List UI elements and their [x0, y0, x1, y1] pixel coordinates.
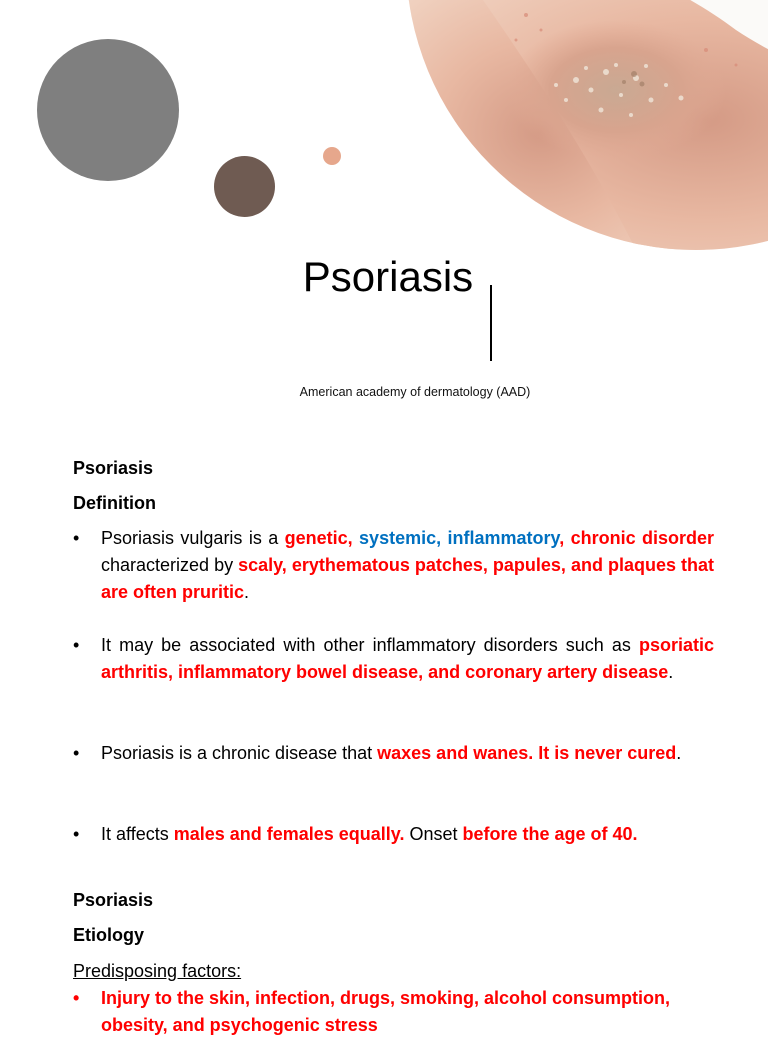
page-subtitle: American academy of dermatology (AAD): [299, 385, 531, 399]
bullet-text-run: systemic, inflammatory: [359, 528, 560, 548]
bullet-text-run: Psoriasis vulgaris is a: [101, 528, 285, 548]
etiology-heading: Etiology: [73, 925, 144, 945]
bullet-text-run: Onset: [404, 824, 463, 844]
bullet-text-run: scaly, erythematous patches, papules, and plaques that are often pruritic: [101, 555, 714, 602]
bullet-text-run: It may be associated with other inflammatory disorders such as: [101, 635, 639, 655]
decorative-circle-medium: [214, 156, 275, 217]
predisposing-factor-item: • Injury to the skin, infection, drugs, smoking, alcohol consumption, obesity, and psychogenic stress: [73, 985, 723, 1039]
page-title: Psoriasis: [302, 253, 474, 300]
definition-bullet: [73, 821, 714, 848]
decorative-circle-large: [37, 39, 179, 181]
bullet-text-run: psoriatic arthritis, inflammatory bowel disease, and coronary artery disease: [101, 635, 714, 682]
bullet-text-run: before the age of 40.: [462, 824, 638, 844]
bullet-text-run: , chronic disorder: [559, 528, 714, 548]
definition-bullet-list: [73, 740, 714, 767]
definition-bullet-list: [73, 632, 714, 686]
bullet-text-run: .: [668, 662, 674, 682]
bullet-text-run: Psoriasis is a chronic disease that: [101, 743, 378, 763]
definition-bullet-list: [73, 525, 714, 606]
bullet-text-run: .: [676, 743, 682, 763]
decorative-circle-small: [323, 147, 341, 165]
definition-bullet-list: [73, 821, 714, 848]
bullet-text-run: .: [244, 582, 250, 602]
section-heading-definition: Psoriasis: [73, 458, 154, 478]
section-heading-etiology: Psoriasis: [73, 890, 154, 910]
bullet-text-run: males and females equally.: [173, 824, 405, 844]
bullet-text-run: waxes and wanes. It is never cured: [377, 743, 677, 763]
title-divider: [490, 285, 492, 361]
definition-heading: Definition: [73, 493, 156, 513]
bullet-text-run: characterized by: [101, 555, 239, 575]
definition-bullet: [73, 525, 714, 606]
bullet-text-run: It affects: [101, 824, 174, 844]
definition-bullet: [73, 632, 714, 686]
predisposing-factors-list: [73, 985, 723, 1039]
psoriasis-elbow-photo: [406, 0, 768, 250]
bullet-text-run: genetic,: [284, 528, 360, 548]
definition-bullet: [73, 740, 714, 767]
predisposing-factors-heading: Predisposing factors:: [73, 961, 242, 981]
